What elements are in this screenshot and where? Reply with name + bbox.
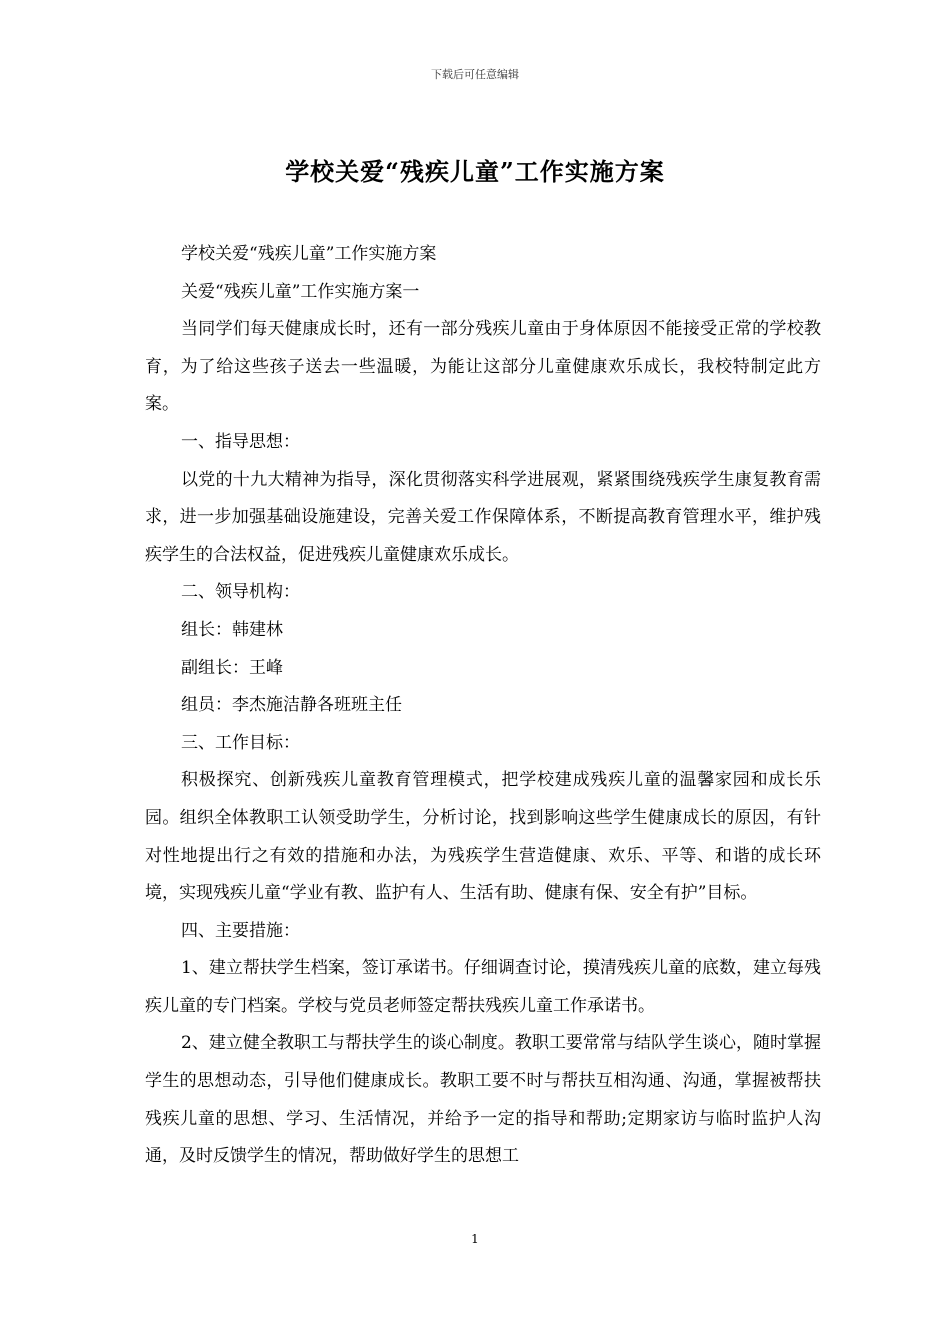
section-heading: 三、工作目标：: [181, 732, 300, 753]
paragraph: 关爱“残疾儿童”工作实施方案一: [181, 281, 420, 302]
paragraph: 当同学们每天健康成长时，还有一部分残疾儿童由于身体原因不能接受正常的学校教育，为了给这些孩子送去一些温暖，为能让这部分儿童健康欢乐成长，我校特制定此方案。: [145, 319, 821, 415]
paragraph: 积极探究、创新残疾儿童教育管理模式，把学校建成残疾儿童的温馨家园和成长乐园。组织全体教职工认领受助学生，分析讨论，找到影响这些学生健康成长的原因，有针对性地提出行之有效的措施和办法，为残疾学生营造健康、欢乐、平等、和谐的成长环境，实现残疾儿童“学业有教、监护有人、生活有助、健康有保、安全有护”目标。: [145, 770, 821, 904]
document-body: [145, 236, 821, 1176]
document-title: 学校关爱“残疾儿童”工作实施方案: [285, 157, 665, 186]
paragraph: 以党的十九大精神为指导，深化贯彻落实科学进展观，紧紧围绕残疾学生康复教育需求，进一步加强基础设施建设，完善关爱工作保障体系，不断提高教育管理水平，维护残疾学生的合法权益，促进残疾儿童健康欢乐成长。: [145, 469, 821, 565]
section-heading: 一、指导思想：: [181, 431, 300, 452]
paragraph: 学校关爱“残疾儿童”工作实施方案: [181, 244, 437, 264]
paragraph: 组长：韩建林: [181, 619, 283, 640]
paragraph: 2、建立健全教职工与帮扶学生的谈心制度。教职工要常常与结队学生谈心，随时掌握学生的思想动态，引导他们健康成长。教职工要不时与帮扶互相沟通、沟通，掌握被帮扶残疾儿童的思想、学习、生活情况，并给予一定的指导和帮助;定期家访与临时监护人沟通，及时反馈学生的情况，帮助做好学生的思想工: [145, 1033, 821, 1167]
section-heading: 四、主要措施：: [181, 920, 300, 941]
paragraph: 组员：李杰施洁静各班班主任: [181, 695, 402, 716]
header-note: 下载后可任意编辑: [431, 68, 519, 81]
paragraph: 1、建立帮扶学生档案，签订承诺书。仔细调查讨论，摸清残疾儿童的底数，建立每残疾儿童的专门档案。学校与党员老师签定帮扶残疾儿童工作承诺书。: [145, 958, 821, 1016]
paragraph: 副组长：王峰: [181, 657, 283, 678]
section-heading: 二、领导机构：: [181, 582, 300, 603]
page-number: 1: [471, 1232, 479, 1246]
